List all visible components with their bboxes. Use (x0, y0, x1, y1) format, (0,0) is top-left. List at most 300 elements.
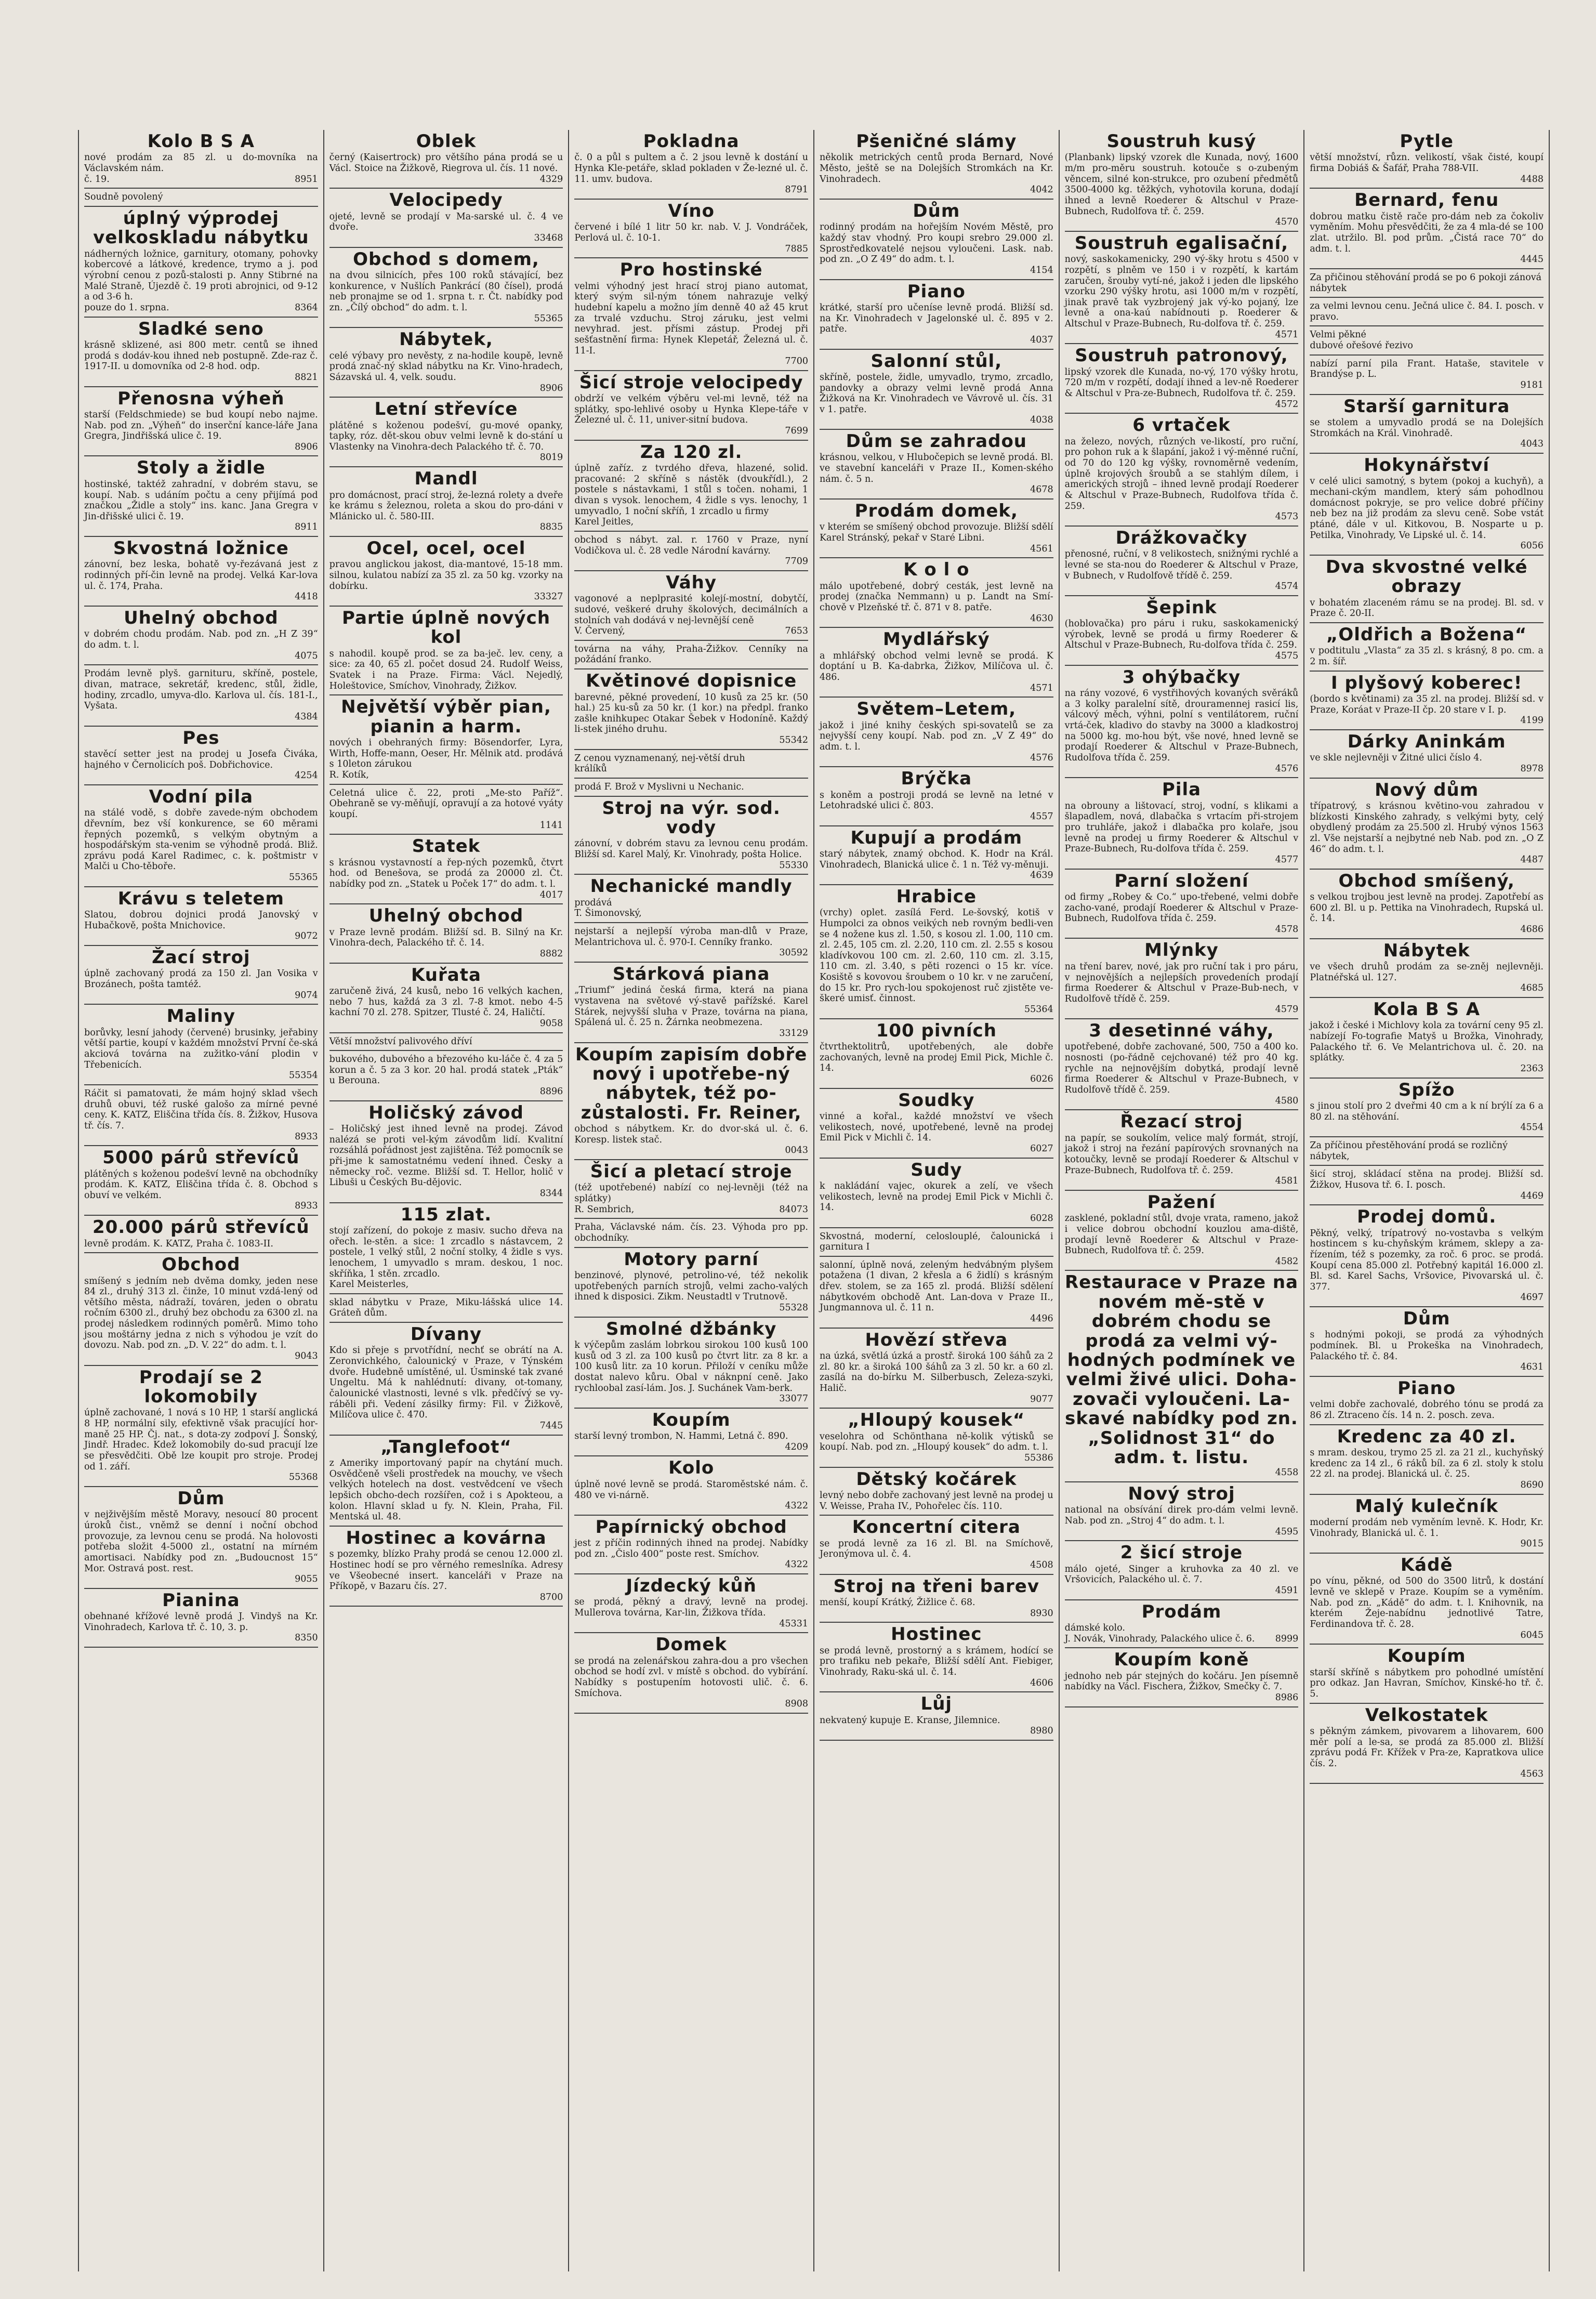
ad-headline: Sudy (911, 1159, 962, 1180)
ad-number: 8835 (539, 522, 563, 533)
ad-headline: Pro hostinské (619, 259, 763, 281)
ad-footer (329, 1592, 563, 1603)
classified-ad (84, 207, 318, 318)
ad-body-text: starý nábytek, znamý obchod. K. Hodr na Král. Vinohradech, Blanická ulice č. 1 n. Též vy-měnuji. (819, 848, 1053, 870)
ad-headline: Obchod (162, 1254, 241, 1276)
ad-body-text: krátké, starší pro učeníse levně prodá. Bližší sd. na Kr. Vinohradech v Jagelonské ul. č. 895 v 2. patře. (819, 302, 1053, 335)
classified-ad (84, 1216, 318, 1253)
ad-body-text: s hodnými pokoji, se prodá za výhodných podmínek. Bl. u Prokeška na Vinohradech, Palackého tř. č. 84. (1310, 1330, 1544, 1362)
ad-headline: Letní střevíce (374, 399, 518, 420)
ad-footer (84, 872, 318, 883)
ad-footer (820, 185, 1053, 195)
ad-headline: Kádě (1400, 1554, 1453, 1575)
ad-footer (820, 544, 1053, 555)
ad-headline: Dětský kočárek (856, 1468, 1017, 1490)
ad-headline: Uhelný obchod (368, 905, 524, 927)
ad-body-text: Větší množství palivového dříví (329, 1036, 472, 1047)
ad-body-text: s pozemky, blízko Prahy prodá se cenou 12.000 zl. Hostinec hodí se pro věrného remeslníka. Adresy ve Všeobecné insert. kanceláři v Praze na Příkopě, v Bazaru čís. 27. (329, 1549, 563, 1592)
ad-number: 4639 (1030, 870, 1053, 881)
ad-number: 4631 (1520, 1362, 1544, 1373)
ad-footer-text (1310, 1292, 1520, 1303)
ad-body-text: menší, koupí Krátký, Žižlice č. 68. (819, 1597, 975, 1608)
ad-headline: Koupím (1387, 1646, 1466, 1667)
ad-body-text: čtvrthektolitrů, upotřebených, ale dobře zachovaných, levně na prodej Emil Pick, Michle č. 14. (819, 1042, 1053, 1074)
ad-number: 4581 (1275, 1176, 1299, 1187)
ad-footer-text (1310, 1362, 1520, 1373)
ad-footer (84, 174, 318, 185)
ad-footer-text (1065, 399, 1275, 410)
classified-ad (1065, 527, 1299, 596)
ad-body-text: přenosné, ruční, v 8 velikostech, snižnými rychlé a levné se sta-nou do Roederer & Altschul v Praze, v Bubnech, v Rudolfově třídě č. 259. (1064, 549, 1299, 581)
ad-footer (1065, 1692, 1299, 1703)
classified-ad (574, 1516, 808, 1574)
ad-headline: Hovězí střeva (865, 1329, 1008, 1350)
ad-body-text: úplně zachovaný prodá za 150 zl. Jan Vosika v Brozánech, pošta tamtéž. (84, 968, 318, 990)
ad-number: 6028 (1030, 1213, 1053, 1224)
ad-number: 55364 (1024, 1004, 1053, 1015)
ad-number: 8906 (295, 441, 318, 452)
classified-ad (1310, 1645, 1544, 1703)
ad-body-text: málo upotřebené, dobrý cesták, jest levně na prodej (značka Nemmann) u p. Landt na Smí-chově v Plzeňské tř. č. 871 v 8. patře. (819, 581, 1053, 613)
ad-body-text: – Holičský jest ihned levně na prodej. Závod nalézá se proti vel-kým závodům lidí. Kvalitní rozsáhlá pořádnost jest zajištěna. Též pomocník se při-jme k samostatnému vedení ihned. Česky a německy roč. vezme. Bližší sd. T. Hellor, holič v Libuši u Českých Bu-dějovic. (329, 1124, 563, 1188)
ad-number: 8951 (295, 174, 318, 185)
classified-ad (1310, 356, 1544, 395)
ad-footer-text (84, 651, 295, 662)
ad-footer-text (574, 1442, 785, 1453)
classified-ad (1310, 189, 1544, 269)
ad-footer (84, 1351, 318, 1362)
ad-footer (84, 1633, 318, 1644)
classified-ad (1310, 298, 1544, 326)
ad-footer-text (84, 712, 295, 722)
ad-footer-text: R. Kotík, (329, 770, 369, 781)
ad-body-text: na tření barev, nové, jak pro ruční tak i pro páru, v nejnovějších a nejlepších provedeních prodají firma Roederer & Altschul v Praze-Bub-nech, v Rudolfově třídě č. 259. (1064, 961, 1299, 1004)
ad-number: 4575 (1275, 651, 1299, 662)
ad-body-text: černý (Kaisertrock) pro většího pána prodá se u Václ. Stoice na Žižkově, Riegrova ul. čís. 11 nové. (329, 152, 563, 174)
ad-number: 84073 (779, 1204, 808, 1215)
ad-footer-text (574, 1145, 785, 1156)
classified-ad (1310, 672, 1544, 730)
ad-footer-text (1065, 1467, 1275, 1478)
ad-number: 4591 (1275, 1585, 1299, 1596)
ad-footer (820, 1560, 1053, 1571)
ad-headline: Salonní stůl, (870, 350, 1003, 372)
ad-body-text: Soudně povolený (84, 192, 163, 203)
ad-number: 4042 (1030, 185, 1053, 195)
ad-footer-text (1310, 380, 1520, 391)
classified-ad (1065, 232, 1299, 345)
ad-footer-text (329, 1592, 540, 1603)
ad-number: 8350 (295, 1633, 318, 1644)
ad-headline: Velocipedy (389, 190, 503, 211)
classified-ad (574, 130, 808, 200)
ad-headline: Kola B S A (1373, 999, 1481, 1020)
ad-footer-text (1310, 541, 1520, 551)
ad-headline: Spížo (1398, 1079, 1455, 1100)
ad-number: 4418 (295, 592, 318, 602)
ad-headline: Velkostatek (1365, 1704, 1488, 1726)
classified-ad (1310, 395, 1544, 454)
ad-headline: Dům se zahradou (846, 431, 1027, 452)
ad-body-text: Z cenou vyznamenaný, nej-větší druh (574, 753, 745, 764)
ad-headline: Žací stroj (152, 947, 250, 968)
ad-footer (329, 174, 563, 185)
ad-body-text: úplně nové levně se prodá. Staroměstské nám. č. 480 ve vi-nárně. (574, 1479, 808, 1501)
ad-footer-text (84, 1633, 295, 1644)
ad-number: 8364 (295, 302, 318, 313)
ad-body-text: po vínu, pěkné, od 500 do 3500 litrů, k dostání levně ve sklepě v Praze. Koupím se a vyměním. Nab. pod zn. „Kádě“ do adm. t. l. Knihovnik, na kterém Žeje-nabídnu jednotlivé Tatre, Ferdinandova tř. č. 28. (1310, 1576, 1544, 1630)
ad-number: 4488 (1520, 174, 1544, 185)
classified-ad (1310, 1377, 1544, 1425)
ad-footer-text (329, 949, 540, 960)
ad-footer-text (820, 1453, 1024, 1464)
classified-ad (574, 1160, 808, 1219)
ad-footer-text: nábytek (1310, 283, 1347, 294)
classified-ad (1310, 326, 1544, 355)
classified-ad (1310, 556, 1544, 623)
ad-footer (1310, 1769, 1544, 1780)
ad-body-text: za velmi levnou cenu. Ječná ulice č. 84. I. posch. v pravo. (1310, 301, 1544, 322)
ad-number: 55328 (779, 1302, 808, 1313)
ad-number: 4576 (1030, 752, 1053, 763)
ad-headline: Váhy (666, 572, 717, 593)
ad-footer (329, 1188, 563, 1199)
classified-ad (329, 1323, 563, 1436)
ad-body-text: ve skle nejlevněji v Žitné ulici číslo 4. (1310, 753, 1482, 764)
classified-ad (574, 1456, 808, 1515)
ad-number: 4038 (1030, 415, 1053, 426)
ad-footer-text: pouze do 1. srpna. (84, 302, 169, 313)
ad-footer (820, 484, 1053, 495)
ad-footer-text (1310, 254, 1520, 265)
ad-body-text: k výčepům zaslám lobrkou sirokou 100 kusů 100 kusů od 3 zl. za 100 kusů po čtvrt litr. za 8 kr. a 100 kusů litr. za 10 korun. Přiloží v ceníku může dostat nalevo kůru. Obal v náknpní ceně. Jako rychloobal zasí-lám. Jos. J. Suchánek Vam-berk. (574, 1339, 808, 1394)
ad-headline: Drážkovačky (1115, 527, 1248, 548)
ad-footer-text (820, 185, 1030, 195)
ad-footer-text: králíků (574, 764, 607, 774)
ad-body-text: obchod s nábytkem. Kr. do dvor-ská ul. č. 6. Koresp. listek stač. (574, 1124, 808, 1145)
ad-footer (820, 1394, 1053, 1405)
ad-number: 4576 (1275, 763, 1299, 774)
ad-body-text: starší (Feldschmiede) se bud koupí nebo najme. Nab. pod zn. „Výheň“ do inserční kance-láře Jana Gregra, Jindřišská ulice č. 19. (84, 409, 318, 442)
ad-footer (1065, 1004, 1299, 1015)
ad-body-text: krásně sklizené, asi 800 metr. centů se ihned prodá s dodáv-kou ihned neb postupně. Zde-raz č. 1917-II. u domovníka od 2-8 hod. odp. (84, 339, 318, 372)
classified-ad (574, 1043, 808, 1160)
ad-headline: Pokladna (643, 131, 740, 152)
ad-body-text: celé výbavy pro nevěsty, z na-hodile koupě, levně prodá znač-ný sklad nábytku na Kr. Vino-hradech, Sázavská ul. 4, velk. soudu. (329, 350, 563, 383)
ad-footer-text (820, 1726, 1030, 1737)
ad-number: 55365 (534, 313, 563, 324)
ad-number: 55386 (1024, 1452, 1053, 1463)
ad-footer-text (1065, 1527, 1275, 1538)
ad-footer-text (820, 265, 1030, 276)
ad-headline: Kolo B S A (147, 131, 255, 152)
ad-headline: Dům (177, 1488, 225, 1509)
ad-footer (820, 683, 1053, 694)
classified-ad (820, 1329, 1053, 1409)
ad-headline: Největší výběr pian, pianin a harm. (341, 697, 551, 737)
classified-ad (329, 189, 563, 247)
ad-footer (574, 556, 808, 567)
ad-headline: 20.000 párů střevíců (93, 1217, 310, 1238)
ad-body-text: (hoblovačka) pro páru i ruku, saskokamenický výrobek, levně se prodá u firmy Roederer & Altschul v Praze-Bubnech, Ru-dolfova třída č. 259. (1064, 619, 1299, 651)
ad-footer (84, 770, 318, 781)
ad-body-text: starší levný trombon, N. Hammi, Letná č. 890. (574, 1431, 788, 1442)
ad-footer-text (574, 426, 785, 437)
ad-footer-text (820, 1313, 1030, 1324)
ad-footer-text (1065, 1585, 1275, 1596)
ad-number: 7885 (785, 243, 808, 254)
ad-number: 7699 (785, 426, 808, 437)
ad-headline: Vodní pila (149, 786, 254, 807)
ad-footer-text: J. Novák, Vinohrady, Palackého ulice č. 6. (1064, 1633, 1255, 1644)
ad-footer-text (574, 1699, 785, 1710)
ad-number: 8882 (539, 948, 563, 959)
ad-headline: 6 vrtaček (1132, 415, 1231, 436)
ad-footer (574, 1204, 808, 1215)
ad-body-text: továrna na váhy, Praha-Žižkov. Cenníky na požádání franko. (574, 643, 808, 665)
ad-footer (820, 1144, 1053, 1154)
ad-headline: Dva skvostné velké obrazy (1325, 556, 1528, 597)
ad-body-text: jakož i české i Michlovy kola za tovární ceny 95 zl. nabízejí Fo-tografie Matyš u Brožka, Vinohrady, Palackého tř. 6. Ve Melantrichova ul. č. 20. na splátky. (1310, 1020, 1544, 1063)
ad-footer-text (574, 1501, 785, 1512)
ad-headline: K o l o (903, 559, 970, 581)
ad-number: 55342 (779, 735, 808, 746)
ad-body-text: prodává (574, 897, 612, 908)
ad-number: 4469 (1520, 1190, 1544, 1201)
classified-ad (820, 826, 1053, 885)
ad-headline: Stárková piana (612, 963, 770, 984)
ad-headline: Partie úplně nových kol (341, 608, 551, 648)
ad-footer (1065, 1096, 1299, 1107)
ad-number: 4577 (1275, 854, 1299, 865)
ad-footer-text (574, 185, 785, 195)
ad-headline: Kuřata (411, 964, 481, 986)
ad-footer (1310, 283, 1544, 294)
ad-body-text: a mhlářský obchod velmi levně se prodá. K doptání u B. Ka-dabrka, Žižkov, Milíčova ul. č. 486. (819, 650, 1053, 682)
ad-headline: Květinové dopisnice (586, 671, 797, 692)
ad-headline: Pes (182, 727, 220, 748)
ad-footer (574, 185, 808, 195)
ad-footer-text (84, 990, 295, 1001)
classified-ad (329, 398, 563, 467)
classified-ad (84, 1005, 318, 1085)
ad-number: 4563 (1520, 1769, 1544, 1780)
ad-body-text: stojí zařízení, do pokoje z masiv. sucho dřeva na ořech. le-stěn. a sice: 1 zrcadlo s nástavcem, 2 postele, 1 velký stůl, 2 noční stolky, 4 židle s vys. lenochem, 1 umyvadlo s mram. deskou, 1 noc. skříňka, 1 stěn. zrcadlo. (329, 1225, 563, 1279)
ad-footer (1065, 764, 1299, 774)
ad-footer (574, 1394, 808, 1404)
ad-body-text: bukového, dubového a březového ku-láče č. 4 za 5 korun a č. 5 za 3 kor. 20 hal. prodá statek „Pták“ u Berouna. (329, 1054, 563, 1086)
ad-footer (1310, 1362, 1544, 1373)
ad-body-text: (Planbank) lipský vzorek dle Kunada, nový, 1600 m/m pro-měru soustruh. kotouče s o-zubeným věncem, silné kon-strukce, pro ozubení předmětů 3500-4000 kg. těžkých, vyhotovila koruna, dodají ihned a levně Roederer & Altschul v Praze-Bubnech, Rudolfova tř. č. 259. (1064, 152, 1299, 217)
classified-ad (329, 964, 563, 1033)
ad-body-text: Pěkný, velký, trípatrový no-vostavba s velkým hostincem s ku-chyňským krámem, sklepy a za-řízením, též s pozemky, za roč. 6 proc. se prodá. Koupí cena 85.000 zl. Potřebný kapitál 16.000 zl. Bl. sd. Karel Sachs, Vršovice, Pivovarská ul. č. 377. (1310, 1228, 1544, 1292)
ad-number: 4678 (1030, 484, 1053, 495)
ad-footer (1310, 715, 1544, 726)
ad-headline: Papírnický obchod (595, 1516, 787, 1538)
ad-body-text: pravou anglickou jakost, dia-mantové, 15-18 mm. silnou, kulatou nabízí za 35 zl. za 50 kg. vzorky na dobírku. (329, 559, 563, 592)
ad-footer-text (84, 1070, 289, 1081)
ad-number: 4154 (1030, 265, 1053, 275)
ad-headline: Mlýnky (1144, 940, 1219, 961)
ad-body-text: lipský vzorek dle Kunada, no-vý, 170 výšky hrotu, 720 m/m v rozpětí, dodají ihned a lev-ně Roederer & Altschul v Pra-ze-Bubnech, Rudolfova tř. č. 259. (1064, 366, 1299, 399)
ad-body-text: s nahodil. koupě prod. se za ba-ječ. lev. ceny, a sice: za 40, 65 zl. počet dosud 24. Rudolf Weiss, Svatek i na Praze. Firma: Václ. Nejedlý, Holeštovice, Smíchov, Vinohrady, Žižkov. (329, 648, 563, 691)
ad-footer (574, 1501, 808, 1512)
ad-footer (84, 1472, 318, 1483)
classified-ad (1310, 130, 1544, 189)
ad-headline: 100 pivních (876, 1020, 997, 1041)
classified-ad (329, 248, 563, 329)
ad-footer-text (820, 544, 1030, 555)
classified-ad (84, 785, 318, 887)
classified-ad (1310, 1137, 1544, 1166)
classified-ad (820, 558, 1053, 628)
ad-body-text: málo ojeté, Singer a kruhovka za 40 zl. ve Vršovicích, Palackého ul. č. 7. (1064, 1564, 1299, 1585)
ad-body-text: plátěné s koženou podešví, gu-mové opanky, tapky, róz. dět-skou obuv velmi levně k do-stání u Vlastenky na Vinohra-dech Palackého tř. č. 70. (329, 420, 563, 452)
ad-number: 7709 (785, 556, 808, 567)
ad-body-text: nekvatený kupuje E. Kranse, Jilemnice. (819, 1715, 1000, 1726)
ad-headline: Piano (907, 281, 966, 302)
ad-body-text: červené i bílé 1 litr 50 kr. nab. V. J. Vondráček, Perlová ul. č. 10-1. (574, 222, 808, 243)
ad-footer-text (1310, 1122, 1520, 1133)
ad-headline: Víno (668, 200, 715, 221)
ad-headline: Nechanické mandly (590, 876, 793, 897)
ad-footer-text (1310, 439, 1520, 450)
classified-ad (1310, 1205, 1544, 1307)
ad-headline: Statek (412, 836, 481, 857)
ad-body-text: na rány vozové, 6 vystřihových kovaných svěráků a 3 kolky paralelní sítě, drouramennej rasicí lis, válcový měch, výhni, polní s ventilátorem, ruční vrtá-ček, kladivo do stavby na 3000 a kladkostroj na 5000 kg. mo-hou být, vše nové, hned levně se prodají Roederer & Altschul v Praze-Bubnech, Rudolfova třída č. 259. (1064, 688, 1299, 763)
ad-footer-text (1310, 174, 1520, 185)
ad-body-text: na stálé vodě, s dobře zavede-ným obchodem dřevním, bez vší konkurence, se 60 měrami řepných pozemků, s velkým obytným a hospodářským sta-venim se výhodně prodá. Bliž. zprávu podá Karel Radimec, c. k. poštmistr v Malči u Cho-těboře. (84, 808, 318, 872)
ad-number: 4630 (1030, 613, 1053, 624)
classified-ad (1065, 130, 1299, 232)
ad-footer (1310, 439, 1544, 450)
ad-footer-text (820, 1144, 1030, 1154)
ad-body-text: nové prodám za 85 zl. u do-movníka na Václavském nám. (84, 152, 318, 174)
ad-footer-text (329, 1421, 540, 1431)
ad-footer-text (574, 556, 785, 567)
ad-body-text: starší skříně s nábytkem pro pohodlné umístění pro odkaz. Jan Havran, Smíchov, Kinské-ho tř. č. 5. (1310, 1667, 1544, 1699)
ad-footer (1310, 1191, 1544, 1202)
ad-footer-text (329, 452, 540, 463)
ad-number: 4561 (1030, 543, 1053, 554)
ad-footer (574, 1028, 808, 1039)
ad-number: 4557 (1030, 811, 1053, 822)
ad-footer-text (820, 870, 1030, 881)
ad-number: 8821 (295, 372, 318, 383)
ad-headline: Koupím zapisím dobře nový i upotřebe-ný nábytek, též po-zůstalosti. Fr. Reiner, (575, 1044, 808, 1123)
ad-footer-text (1065, 581, 1275, 592)
classified-ad (84, 1085, 318, 1146)
ad-footer-text (84, 592, 295, 602)
classified-ad (329, 1203, 563, 1294)
ad-number: 7700 (785, 356, 808, 367)
ad-number: 4199 (1520, 715, 1544, 726)
ad-footer-text (820, 1213, 1030, 1224)
classified-ad (329, 1436, 563, 1527)
ad-number: 4445 (1520, 254, 1544, 265)
ad-number: 4572 (1275, 399, 1299, 410)
ad-body-text: vinné a kořal., každé množství ve všech velikostech, nové, upotřebené, levně na prodej Emil Pick v Michli č. 14. (819, 1111, 1053, 1144)
classified-ad (820, 1575, 1053, 1623)
ad-number: 33327 (534, 592, 563, 602)
classified-ad (574, 669, 808, 750)
ad-footer-text (1310, 1769, 1520, 1780)
classified-ad (820, 500, 1053, 558)
ad-body-text: nádherných ložnice, garnitury, otomany, pohovky kobercové a látkové, kredence, trymo a j. pod výrobní cenou z pozů-stalosti p. Anny Stibrné na Malé Straně, Újezdě č. 19 proti abrojnici, od 9-12 a od 3-6 h. (84, 248, 318, 303)
ad-headline: Šicí stroje velocipedy (579, 372, 803, 393)
ad-body-text: od firmy „Robey & Co.“ upo-třebené, velmi dobře zacho-vané, prodají Roederer & Altschul v Praze-Bubnech, Rudolfova třída č. 259. (1064, 891, 1299, 924)
classified-ad (329, 328, 563, 398)
classified-ad (84, 130, 318, 189)
ad-body-text: zasklené, pokladní stůl, dvoje vrata, rameno, jakož i velice dobrou obchodní kouzlou ama-diště, prodají levně Roederer & Altschul v Praze-Bubnech, Rudolfova tř. č. 259. (1064, 1213, 1299, 1256)
ad-number: 33468 (534, 232, 563, 243)
ad-footer-text (574, 1303, 779, 1313)
ad-footer-text (574, 356, 785, 367)
ad-footer-text (820, 1004, 1024, 1015)
ad-footer (1310, 1292, 1544, 1303)
ad-body-text: s mram. deskou, trymo 25 zl. za 21 zl., kuchyňský kredenc za 14 zl., 6 ráků bíl. za 6 zl. stoly k stolu 22 zl. na prodej. Blanická ul. č. 25. (1310, 1448, 1544, 1480)
ad-column (814, 130, 1060, 2271)
ad-footer-text: dubové ořešové řezivo (1310, 340, 1413, 351)
ad-footer (820, 1004, 1053, 1015)
ad-footer (1065, 1634, 1299, 1645)
ad-number: 4043 (1520, 439, 1544, 450)
classified-ad (574, 1219, 808, 1247)
ad-footer-text (1065, 217, 1275, 228)
ad-headline: Uhelný obchod (124, 608, 279, 629)
ad-footer-text (84, 442, 295, 453)
ad-body-text: nových i obehraných firmy: Bösendorfer, Lyra, Wirth, Hoffe-mann, Oeser, Hr. Mělnik atd. prodává s 10leton zárukou (329, 738, 563, 770)
classified-ad (1310, 998, 1544, 1079)
ad-footer-text (1065, 330, 1275, 340)
ad-headline: Světem–Letem, (856, 699, 1017, 720)
ad-footer (820, 753, 1053, 764)
ad-footer (1310, 764, 1544, 774)
classified-ad (820, 1159, 1053, 1228)
classified-ad (574, 1409, 808, 1457)
ad-column (1304, 130, 1550, 2271)
ad-footer (574, 908, 808, 919)
ad-column (79, 130, 324, 2271)
ad-headline: Pšeničné slámy (856, 131, 1017, 152)
ad-headline: Nábytek, (399, 329, 493, 350)
classified-ad (1310, 730, 1544, 779)
ad-footer-text (329, 1188, 540, 1199)
ad-headline: Nový dům (1375, 779, 1479, 800)
classified-ad (329, 904, 563, 963)
ad-body-text: č. 0 a půl s pultem a č. 2 jsou levně k dostání u Hynka Kle-petáře, sklad pokladen v Že-lezné ul. č. 11. umv. budova. (574, 152, 808, 185)
ad-body-text: national na obsívání direk pro-dám velmi levně. Nab. pod zn. „Stroj 4“ do adm. t. l. (1064, 1505, 1299, 1527)
ad-footer-text (1065, 511, 1275, 522)
ad-number: 4685 (1520, 983, 1544, 994)
ad-footer-text: nábytek, (1310, 1151, 1350, 1162)
ad-footer (820, 1608, 1053, 1619)
classified-ad (1065, 870, 1299, 939)
ad-headline: Hostinec (891, 1624, 982, 1645)
ad-footer (1310, 1122, 1544, 1133)
ad-body-text: krásnou, velkou, v Hlubočepich se levně prodá. Bl. ve stavební kanceláři v Praze II., Komen-ského nám. č. 5 n. (819, 452, 1053, 484)
ad-body-text: „Triumf“ jediná česká firma, která na piana vystavena na světové vý-stavě pařížské. Karel Stárek, nejvyšší sluha v Praze, továrna na piana, Spálená ul. č. 25 n. Žárnka neobmezena. (574, 985, 808, 1028)
ad-headline: Holičský závod (368, 1102, 524, 1123)
classified-ad (820, 1692, 1053, 1741)
ad-footer-text (329, 890, 540, 901)
ad-footer-text (820, 484, 1030, 495)
classified-ad (574, 1248, 808, 1318)
ad-number: 4254 (295, 770, 318, 781)
ad-footer (1065, 399, 1299, 410)
ad-footer-text (1065, 1256, 1275, 1267)
ad-number: 8908 (785, 1699, 808, 1710)
